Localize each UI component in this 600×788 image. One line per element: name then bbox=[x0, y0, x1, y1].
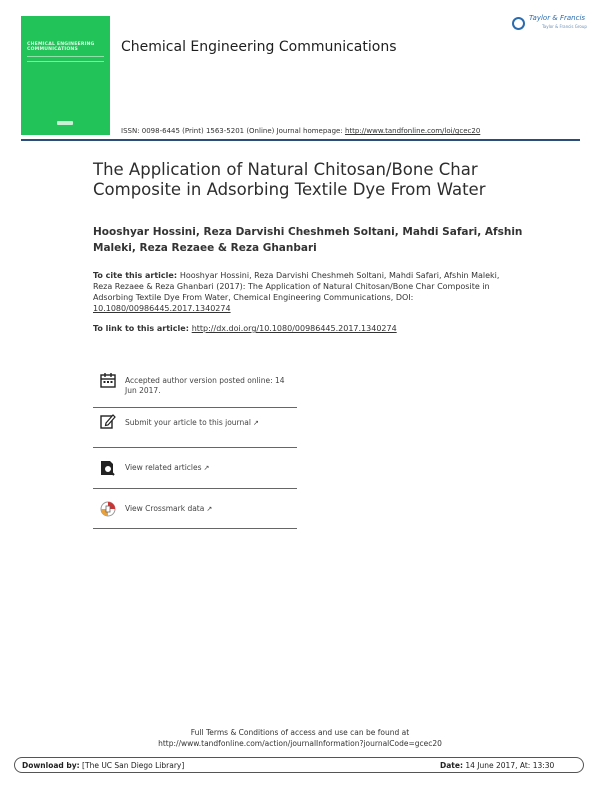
terms-footer bbox=[0, 727, 600, 749]
related-label[interactable]: View related articles bbox=[125, 463, 202, 472]
download-by bbox=[22, 761, 184, 770]
journal-name[interactable]: Chemical Engineering Communications bbox=[121, 39, 397, 55]
article-authors: Hooshyar Hossini, Reza Darvishi Cheshmeh Soltani, Mahdi Safari, Afshin Maleki, Reza Rezaee & Reza Ghanbari bbox=[93, 226, 523, 254]
terms-line: Full Terms & Conditions of access and use can be found at bbox=[190, 728, 410, 737]
submit-label[interactable]: Submit your article to this journal bbox=[125, 418, 251, 427]
search-document-icon bbox=[100, 460, 116, 476]
article-link-label: To link to this article: bbox=[93, 324, 192, 333]
terms-url[interactable]: http://www.tandfonline.com/action/journalInformation?journalCode=gcec20 bbox=[158, 739, 442, 748]
download-date bbox=[440, 761, 554, 770]
external-link-icon: ↗ bbox=[252, 419, 259, 427]
publisher-logo-subtext: Taylor & Francis Group bbox=[542, 24, 587, 29]
action-accepted-version bbox=[93, 368, 297, 408]
publisher-logo-text: Taylor & Francis bbox=[529, 14, 586, 22]
action-submit-text[interactable] bbox=[125, 418, 259, 428]
issn-text: ISSN: 0098-6445 (Print) 1563-5201 (Online) Journal homepage: bbox=[121, 127, 345, 135]
crossmark-label[interactable]: View Crossmark data bbox=[125, 504, 205, 513]
date-value: 14 June 2017, At: 13:30 bbox=[462, 761, 555, 770]
publisher-logo bbox=[512, 14, 587, 38]
journal-cover bbox=[21, 16, 110, 135]
citation-label: To cite this article: bbox=[93, 271, 180, 280]
article-doi-link[interactable]: http://dx.doi.org/10.1080/00986445.2017.1340274 bbox=[191, 324, 397, 333]
action-crossmark-text[interactable] bbox=[125, 504, 212, 514]
cover-divider bbox=[27, 56, 104, 57]
calendar-icon bbox=[100, 372, 116, 388]
download-value: [The UC San Diego Library] bbox=[79, 761, 185, 770]
action-related-text[interactable] bbox=[125, 463, 209, 473]
publisher-logo-icon bbox=[512, 17, 525, 30]
citation-block bbox=[93, 270, 513, 314]
article-link-line bbox=[93, 324, 397, 333]
action-accepted-text: Accepted author version posted online: 14 Jun 2017. bbox=[125, 376, 285, 395]
external-link-icon: ↗ bbox=[206, 505, 213, 513]
date-label: Date: bbox=[440, 761, 463, 770]
citation-text: Hooshyar Hossini, Reza Darvishi Cheshmeh Soltani, Mahdi Safari, Afshin Maleki, Reza Rezaee & Reza Ghanbari (2017): The Application of Natural Chitosan/Bone Char Composite in Adsorbing Textile Dye From Water, Chemical Engineering Communications, DOI: bbox=[93, 271, 500, 302]
cover-publisher-logo bbox=[57, 121, 73, 125]
download-label: Download by: bbox=[22, 761, 80, 770]
article-title: The Application of Natural Chitosan/Bone Char Composite in Adsorbing Textile Dye From Water bbox=[93, 160, 486, 199]
citation-doi-link[interactable]: 10.1080/00986445.2017.1340274 bbox=[93, 304, 231, 313]
external-link-icon: ↗ bbox=[203, 464, 210, 472]
article-actions bbox=[93, 368, 297, 529]
action-crossmark[interactable] bbox=[93, 489, 297, 529]
issn-line bbox=[121, 127, 480, 135]
action-related-articles[interactable] bbox=[93, 448, 297, 489]
cover-divider bbox=[27, 61, 104, 62]
header-divider bbox=[21, 139, 580, 141]
crossmark-icon bbox=[100, 501, 116, 517]
journal-homepage-link[interactable]: http://www.tandfonline.com/loi/gcec20 bbox=[344, 127, 481, 135]
action-submit-article[interactable] bbox=[93, 408, 297, 448]
edit-icon bbox=[100, 413, 116, 429]
cover-title: CHEMICAL ENGINEERING COMMUNICATIONS bbox=[27, 42, 95, 53]
